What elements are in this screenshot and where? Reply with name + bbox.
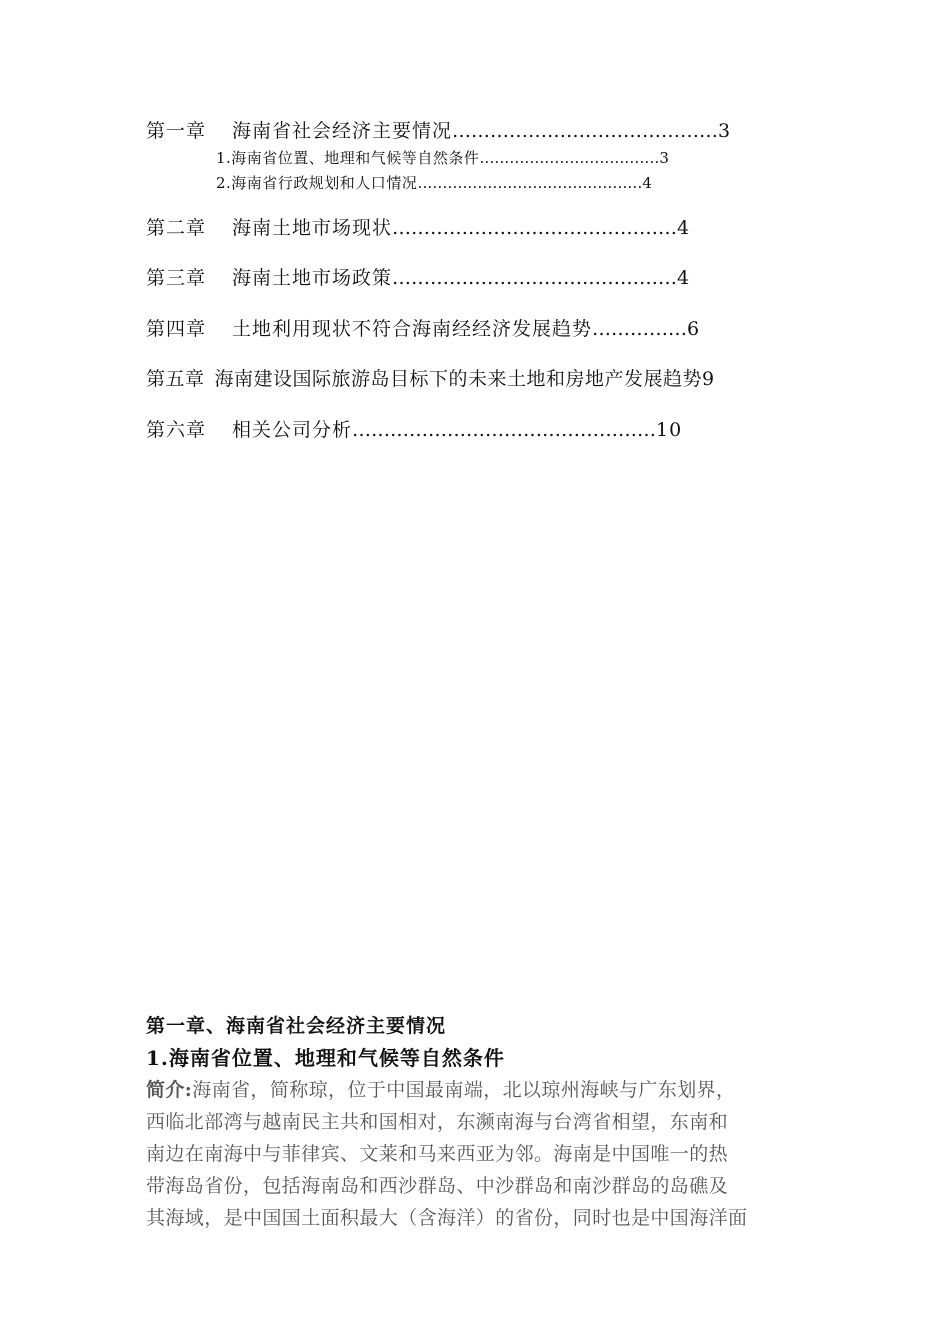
toc-chapter-number: 第三章	[146, 267, 207, 289]
toc-title: 海南土地市场现状	[232, 217, 393, 239]
toc-title: 土地利用现状不符合海南经经济发展趋势	[232, 318, 593, 340]
toc-entry-section-1-2[interactable]	[216, 173, 652, 193]
section-heading: 1.海南省位置、地理和气候等自然条件	[146, 1046, 505, 1070]
intro-label: 简介:	[146, 1079, 193, 1101]
intro-line-5: 其海域，是中国国土面积最大（含海洋）的省份，同时也是中国海洋面	[146, 1207, 748, 1229]
toc-entry-section-1-1[interactable]	[216, 148, 669, 168]
toc-page-number: 10	[656, 419, 683, 441]
toc-entry-chapter-2[interactable]	[146, 216, 690, 240]
toc-page-number: 4	[677, 267, 691, 289]
toc-entry-chapter-1[interactable]	[146, 119, 731, 143]
toc-page-number: 3	[718, 120, 732, 142]
toc-leader-dots: ………………………………………	[417, 174, 643, 192]
toc-leader-dots: …………………………………………	[352, 419, 657, 441]
toc-chapter-number: 第四章	[146, 318, 207, 340]
toc-page-number: 3	[659, 149, 670, 167]
toc-chapter-number: 第六章	[146, 419, 207, 441]
intro-paragraph	[146, 1074, 810, 1234]
toc-chapter-number: 第一章	[146, 120, 207, 142]
toc-leader-dots: ……………………………………	[452, 120, 719, 142]
toc-chapter-number: 第二章	[146, 217, 207, 239]
chapter-heading: 第一章、海南省社会经济主要情况	[146, 1015, 447, 1037]
toc-title: 海南土地市场政策	[232, 267, 393, 289]
toc-title: 相关公司分析	[232, 419, 353, 441]
toc-entry-chapter-6[interactable]	[146, 418, 682, 442]
toc-chapter-number: 第五章	[146, 368, 205, 390]
toc-page-number: 4	[677, 217, 691, 239]
intro-line-4: 带海岛省份，包括海南岛和西沙群岛、中沙群岛和南沙群岛的岛礁及	[146, 1175, 729, 1197]
toc-page-number: 4	[642, 174, 653, 192]
toc-leader-dots: ………………………………………	[392, 267, 678, 289]
intro-line-3: 南边在南海中与菲律宾、文莱和马来西亚为邻。海南是中国唯一的热	[146, 1143, 729, 1165]
toc-leader-dots: ………………………………	[479, 149, 660, 167]
toc-title: 2.海南省行政规划和人口情况	[216, 174, 418, 192]
intro-line-2: 西临北部湾与越南民主共和国相对，东濒南海与台湾省相望，东南和	[146, 1111, 729, 1133]
toc-title: 1.海南省位置、地理和气候等自然条件	[216, 149, 480, 167]
toc-entry-chapter-4[interactable]	[146, 317, 700, 341]
toc-title: 海南建设国际旅游岛目标下的未来土地和房地产发展趋势	[214, 368, 703, 390]
toc-entry-chapter-3[interactable]	[146, 266, 690, 290]
toc-page-number: 9	[702, 368, 715, 390]
toc-entry-chapter-5[interactable]	[146, 367, 715, 391]
toc-page-number: 6	[687, 318, 701, 340]
toc-leader-dots: ……………	[592, 318, 688, 340]
intro-line-1: 简介:海南省，简称琼，位于中国最南端，北以琼州海峡与广东划界，	[146, 1079, 736, 1101]
toc-leader-dots: ………………………………………	[392, 217, 678, 239]
toc-title: 海南省社会经济主要情况	[232, 120, 453, 142]
